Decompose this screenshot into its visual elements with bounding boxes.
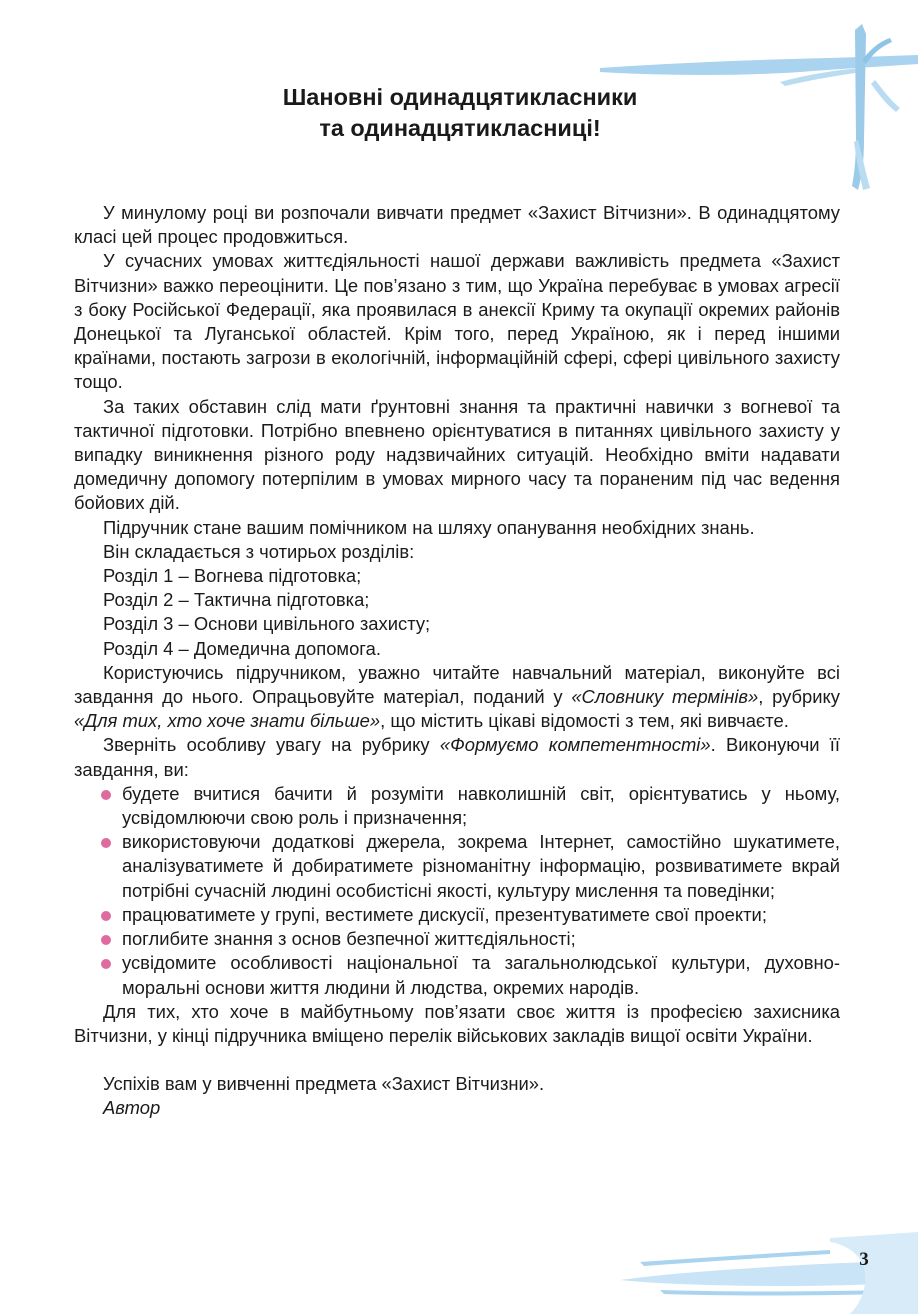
paragraph-structure: Він складається з чотирьох розділів: (103, 540, 415, 562)
competences-text-a: Зверніть особливу увагу на рубрику (103, 734, 440, 756)
usage-text-c: , рубрику (758, 686, 840, 708)
list-item-text: використовуючи додаткові джерела, зокрема Інтернет, самостійно шукатимете, аналізуватимете й добиратимете різноманітну інформацію, розвиватимете вкрай потрібні сучасній людині особистісні якості, культуру мислення та поведінки; (122, 831, 840, 901)
usage-text-a: Користуючись підручником, уважно читайте навчальний матеріал, виконуйте всі завдання до нього. Опрацьовуйте матеріал, поданий у (74, 661, 840, 708)
bullet-dot-icon (101, 838, 111, 848)
bullet-dot-icon (101, 959, 111, 969)
list-item (74, 782, 840, 830)
usage-text-e: , що містить цікаві відомості з тем, які вивчаєте. (380, 710, 789, 732)
glossary-rubric: «Словнику термінів» (571, 686, 759, 708)
paragraph-intro: У минулому році ви розпочали вивчати предмет «Захист Вітчизни». В одинадцятому класі цей процес продовжиться. (74, 202, 840, 248)
list-item-text: працюватимете у групі, вестимете дискусії, презентуватимете свої проекти; (122, 903, 767, 925)
page-title (160, 82, 760, 144)
paragraph-textbook: Підручник стане вашим помічником на шляху опанування необхідних знань. (103, 516, 755, 538)
list-item (74, 927, 840, 951)
list-item (74, 830, 840, 903)
paragraph-military-schools: Для тих, хто хоче в майбутньому пов’язати своє життя із професією захисника Вітчизни, у кінці підручника вміщено перелік військових закладів вищої освіти України. (74, 1000, 840, 1046)
list-item (74, 951, 840, 999)
list-item (74, 903, 840, 927)
bullet-dot-icon (101, 790, 111, 800)
paragraph-competences (74, 733, 840, 781)
list-item-text: поглибите знання з основ безпечної життєдіяльності; (122, 928, 576, 950)
competences-text-c: . Виконуючи її завдання, ви: (74, 734, 841, 780)
section-item-1: Розділ 1 – Вогнева підготовка; (103, 565, 362, 587)
bullet-dot-icon (101, 935, 111, 945)
bullet-dot-icon (101, 911, 111, 921)
section-item-3: Розділ 3 – Основи цивільного захисту; (103, 613, 431, 635)
list-item-text: усвідомите особливості національної та загальнолюдської культури, духовно-моральні основи життя людини й людства, окремих народів. (122, 952, 840, 998)
section-item-4: Розділ 4 – Домедична допомога. (103, 637, 381, 659)
outcomes-list (74, 782, 840, 1000)
page-number: 3 (859, 1249, 869, 1270)
foreword-body (74, 201, 840, 1121)
brush-stroke-decoration-icon (600, 1232, 918, 1314)
section-item-2: Розділ 2 – Тактична підготовка; (103, 589, 370, 611)
paragraph-importance: У сучасних умовах життєдіяльності нашої держави важливість предмета «Захист Вітчизни» важко переоцінити. Це пов’язано з тим, що Україна перебуває в умовах агресії з боку Російської Федерації, яка проявилася в анексії Криму та окупації окремих районів Донецької та Луганської областей. Крім того, перед Україною, як і перед іншими країнами, постають загрози в екологічній, інформаційній сфері, сфері цивільного захисту тощо. (74, 250, 840, 393)
paragraph-skills: За таких обставин слід мати ґрунтовні знання та практичні навички з вогневої та тактичної підготовки. Потрібно впевнено орієнтуватися в питаннях цивільного захисту у випадку виникнення різного роду надзвичайних ситуацій. Необхідно вміти надавати домедичну допомогу потерпілим в умовах мирного часу та пораненим під час ведення бойових дій. (74, 395, 840, 514)
competences-rubric: «Формуємо компетентності» (439, 734, 711, 756)
paragraph-usage (74, 661, 840, 734)
title-line-2: та одинадцятикласниці! (319, 115, 601, 141)
list-item-text: будете вчитися бачити й розуміти навколишній світ, орієнтуватись у ньому, усвідомлюючи свою роль і призначення; (122, 782, 840, 829)
extra-knowledge-rubric: «Для тих, хто хоче знати більше» (74, 710, 381, 732)
paragraph-wishes: Успіхів вам у вивченні предмета «Захист Вітчизни». (103, 1073, 545, 1095)
title-line-1: Шановні одинадцятикласники (282, 84, 638, 110)
author-signature: Автор (103, 1097, 161, 1119)
